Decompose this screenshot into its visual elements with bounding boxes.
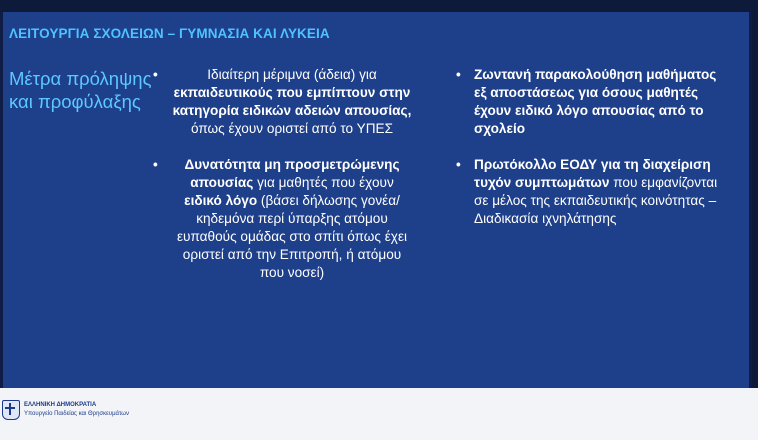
bullet-text-bold: εκπαιδευτικούς που εμπίπτουν στην κατηγορία ειδικών αδειών απουσίας, (172, 85, 412, 118)
ministry-name: Υπουργείο Παιδείας και Θρησκευμάτων (24, 411, 129, 417)
bullet-marker: • (456, 157, 461, 172)
bullet-item (153, 66, 413, 138)
bullet-column-left (153, 66, 413, 300)
presentation-slide (0, 12, 752, 388)
bullet-text-part: για μαθητές που έχουν (253, 175, 394, 190)
bullet-text (474, 156, 718, 228)
bullet-text-bold: Πρωτόκολλο ΕΟΔΥ για τη διαχείριση τυχόν συμπτωμάτων (474, 157, 711, 190)
greek-cross-shield-icon (2, 400, 20, 420)
bullet-text (171, 156, 413, 282)
bullet-text-part: (βάσει δήλωσης γονέα/κηδεμόνα περί ύπαρξης ατόμου ευπαθούς ομάδας στο σπίτι όπως έχει οριστεί από την Επιτροπή, ή ατόμου που νοσεί) (176, 193, 408, 280)
bullet-text-bold: ειδικό λόγο (184, 193, 258, 208)
bullet-item (456, 66, 718, 138)
slide-title: ΛΕΙΤΟΥΡΓΙΑ ΣΧΟΛΕΙΩΝ – ΓΥΜΝΑΣΙΑ ΚΑΙ ΛΥΚΕΙΑ (9, 26, 330, 41)
bullet-column-right (456, 66, 718, 246)
slide-footer (0, 388, 758, 440)
bullet-item (153, 156, 413, 282)
org-name: ΕΛΛΗΝΙΚΗ ΔΗΜΟΚΡΑΤΙΑ (24, 402, 97, 408)
bullet-marker: • (456, 67, 461, 82)
bullet-marker: • (153, 157, 158, 172)
bullet-text-part: όπως έχουν οριστεί από το ΥΠΕΣ (190, 121, 394, 136)
bullet-text-bold: Δυνατότητα μη προσμετρώμενης απουσίας (184, 157, 400, 190)
bullet-text: Ζωντανή παρακολούθηση μαθήματος εξ αποστάσεως για όσους μαθητές έχουν ειδικό λόγο απουσίας από το σχολείο (474, 67, 717, 136)
bullet-text-part: που εμφανίζονται σε μέλος της εκπαιδευτικής κοινότητας – Διαδικασία ιχνηλάτησης (474, 175, 718, 226)
bullet-text-part: Ιδιαίτερη μέριμνα (άδεια) για (207, 67, 377, 82)
bullet-marker: • (153, 67, 158, 82)
bullet-text (171, 66, 413, 138)
bullet-item (456, 156, 718, 228)
slide-heading: Μέτρα πρόληψης και προφύλαξης (9, 68, 152, 112)
